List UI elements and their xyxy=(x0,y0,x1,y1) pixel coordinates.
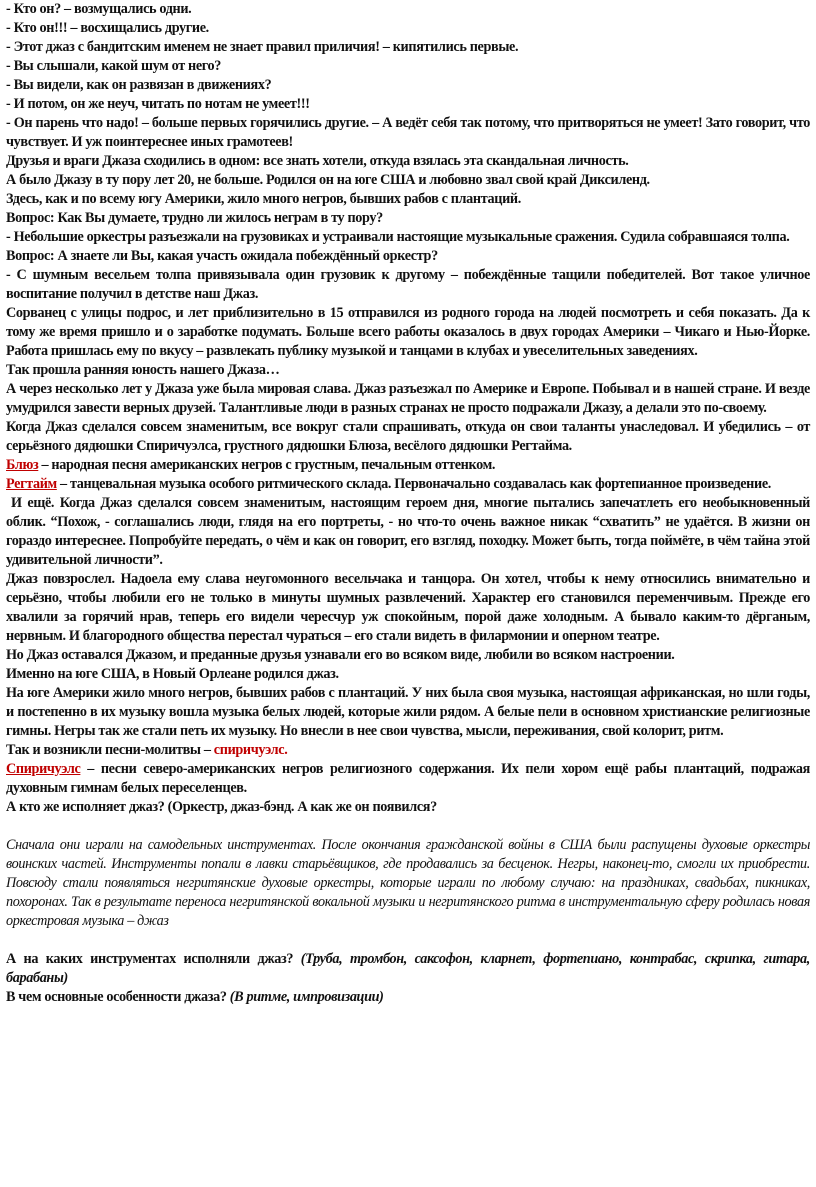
definition-text: – танцевальная музыка особого ритмического склада. Первоначально создавалась как фортепианное произведение. xyxy=(56,476,771,492)
question xyxy=(6,950,810,988)
paragraph: Именно на юге США, в Новый Орлеане родился джаз. xyxy=(6,666,339,682)
dialogue-line: - Этот джаз с бандитским именем не знает правил приличия! – кипятились первые. xyxy=(6,39,519,55)
term-spirituals: Спиричуэлс xyxy=(6,761,81,777)
answer-text: (Труба, тромбон, саксофон, кларнет, фортепиано, контрабас, скрипка, гитара, барабаны) xyxy=(6,951,810,986)
answer-text: (В ритме, импровизации) xyxy=(229,989,384,1005)
paragraph: И ещё. Когда Джаз сделался совсем знаменитым, настоящим героем дня, многие пытались запечатлеть его необыкновенный облик. “Похож, - соглашались люди, глядя на его портреты, - но что-то очень важное никак “схватить” не удаётся. В жизни он гораздо интереснее. Попробуйте передать, о чём и как он говорит, его взгляд, походку. Может быть, тогда поймёте, в чём тайна этой удивительной личности”. xyxy=(6,495,810,568)
paragraph: Сорванец с улицы подрос, и лет приблизительно в 15 отправился из родного города на людей посмотреть и себя показать. Да к тому же время пришло и о заработке подумать. Больше всего работы оказалось в двух городах Америки – Чикаго и Нью-Йорке. Работа пришлась ему по вкусу – развлекать публику музыкой и танцами в клубах и увеселительных заведениях. xyxy=(6,305,810,359)
paragraph: - Небольшие оркестры разъезжали на грузовиках и устраивали настоящие музыкальные сражения. Судила собравшаяся толпа. xyxy=(6,229,790,245)
dialogue-line: - Кто он!!! – восхищались другие. xyxy=(6,20,209,36)
definition-ragtime xyxy=(6,475,810,494)
question xyxy=(6,988,810,1007)
term-blues: Блюз xyxy=(6,457,39,473)
paragraph: Здесь, как и по всему югу Америки, жило много негров, бывших рабов с плантаций. xyxy=(6,191,521,207)
dialogue-line: - Кто он? – возмущались одни. xyxy=(6,1,192,17)
question-text: В чем основные особенности джаза? xyxy=(6,989,230,1005)
paragraph: Джаз повзрослел. Надоела ему слава неугомонного весельчака и танцора. Он хотел, чтобы к нему относились внимательно и серьёзно, чтобы любили его не только в минуты шумных развлечений. Характер его становился переменчивым. Прежде его хвалили за горячий нрав, теперь его видели чересчур уж спокойным, порой даже холодным. А бывало каким-то дёрганым, нервным. И благородного общества перестал чураться – его стали видеть в филармонии и оперном театре. xyxy=(6,571,810,644)
question-text: А на каких инструментах исполняли джаз? xyxy=(6,951,301,967)
definition-text: – песни северо-американских негров религиозного содержания. Их пели хором ещё рабы плантаций, подражая духовным гимнам белых переселенцев. xyxy=(6,761,810,796)
paragraph: А через несколько лет у Джаза уже была мировая слава. Джаз разъезжал по Америке и Европе. Побывал и в нашей стране. И везде умудрился завести верных друзей. Талантливые люди в разных странах не просто подражали Джазу, а делали это по-своему. xyxy=(6,381,810,416)
document-page xyxy=(6,0,810,1007)
question: Вопрос: Как Вы думаете, трудно ли жилось неграм в ту пору? xyxy=(6,210,383,226)
question: Вопрос: А знаете ли Вы, какая участь ожидала побеждённый оркестр? xyxy=(6,248,438,264)
dialogue-line: - Вы слышали, какой шум от него? xyxy=(6,58,222,74)
definition-text: – народная песня американских негров с грустным, печальным оттенком. xyxy=(38,457,496,473)
paragraph xyxy=(6,741,810,760)
paragraph: На юге Америки жило много негров, бывших рабов с плантаций. У них была своя музыка, настоящая африканская, но шли годы, и постепенно в их музыку вошла музыка белых людей, которые жили рядом. А белые пели в основном христианские религиозные гимны. Негры так же стали петь их музыку. Но внесли в нее свои чувства, мысли, переживания, свой колорит, ритм. xyxy=(6,685,810,739)
term-spirituals-inline: спиричуэлс. xyxy=(213,742,288,758)
definition-spirituals xyxy=(6,760,810,798)
dialogue-line: - И потом, он же неуч, читать по нотам не умеет!!! xyxy=(6,96,310,112)
paragraph: Так прошла ранняя юность нашего Джаза… xyxy=(6,362,280,378)
dialogue-line: - Вы видели, как он развязан в движениях? xyxy=(6,77,272,93)
term-ragtime: Регтайм xyxy=(6,476,57,492)
text: Так и возникли песни-молитвы – xyxy=(6,742,214,758)
spacer xyxy=(6,817,810,836)
italic-paragraph: Сначала они играли на самодельных инструментах. После окончания гражданской войны в США были распущены духовые оркестры воинских частей. Инструменты попали в лавки старьёвщиков, где продавались за бесценок. Негры, наконец-то, смогли их приобрести. Повсюду стали появляться негритянские духовые оркестры, которые играли по любому случаю: на праздниках, свадьбах, пикниках, похоронах. Так в результате переноса негритянской вокальной музыки и негритянского ритма в инструментальную сферу родилась новая оркестровая музыка – джаз xyxy=(6,837,810,929)
spacer xyxy=(6,931,810,950)
paragraph: А было Джазу в ту пору лет 20, не больше. Родился он на юге США и любовно звал свой край Диксиленд. xyxy=(6,172,650,188)
paragraph: Когда Джаз сделался совсем знаменитым, все вокруг стали спрашивать, откуда он свои таланты унаследовал. И убедились – от серьёзного дядюшки Спиричуэлса, грустного дядюшки Блюза, весёлого дядюшки Регтайма. xyxy=(6,419,810,454)
dialogue-line: - Он парень что надо! – больше первых горячились другие. – А ведёт себя так потому, что притворяться не умеет! Зато говорит, что чувствует. И уж поинтереснее иных грамотеев! xyxy=(6,115,810,150)
paragraph: Но Джаз оставался Джазом, и преданные друзья узнавали его во всяком виде, любили во всяком настроении. xyxy=(6,647,675,663)
paragraph: Друзья и враги Джаза сходились в одном: все знать хотели, откуда взялась эта скандальная личность. xyxy=(6,153,629,169)
definition-blues xyxy=(6,456,810,475)
question: А кто же исполняет джаз? (Оркестр, джаз-бэнд. А как же он появился? xyxy=(6,799,437,815)
paragraph: - С шумным весельем толпа привязывала один грузовик к другому – побеждённые тащили победителей. Вот такое уличное воспитание получил в детстве наш Джаз. xyxy=(6,267,810,302)
